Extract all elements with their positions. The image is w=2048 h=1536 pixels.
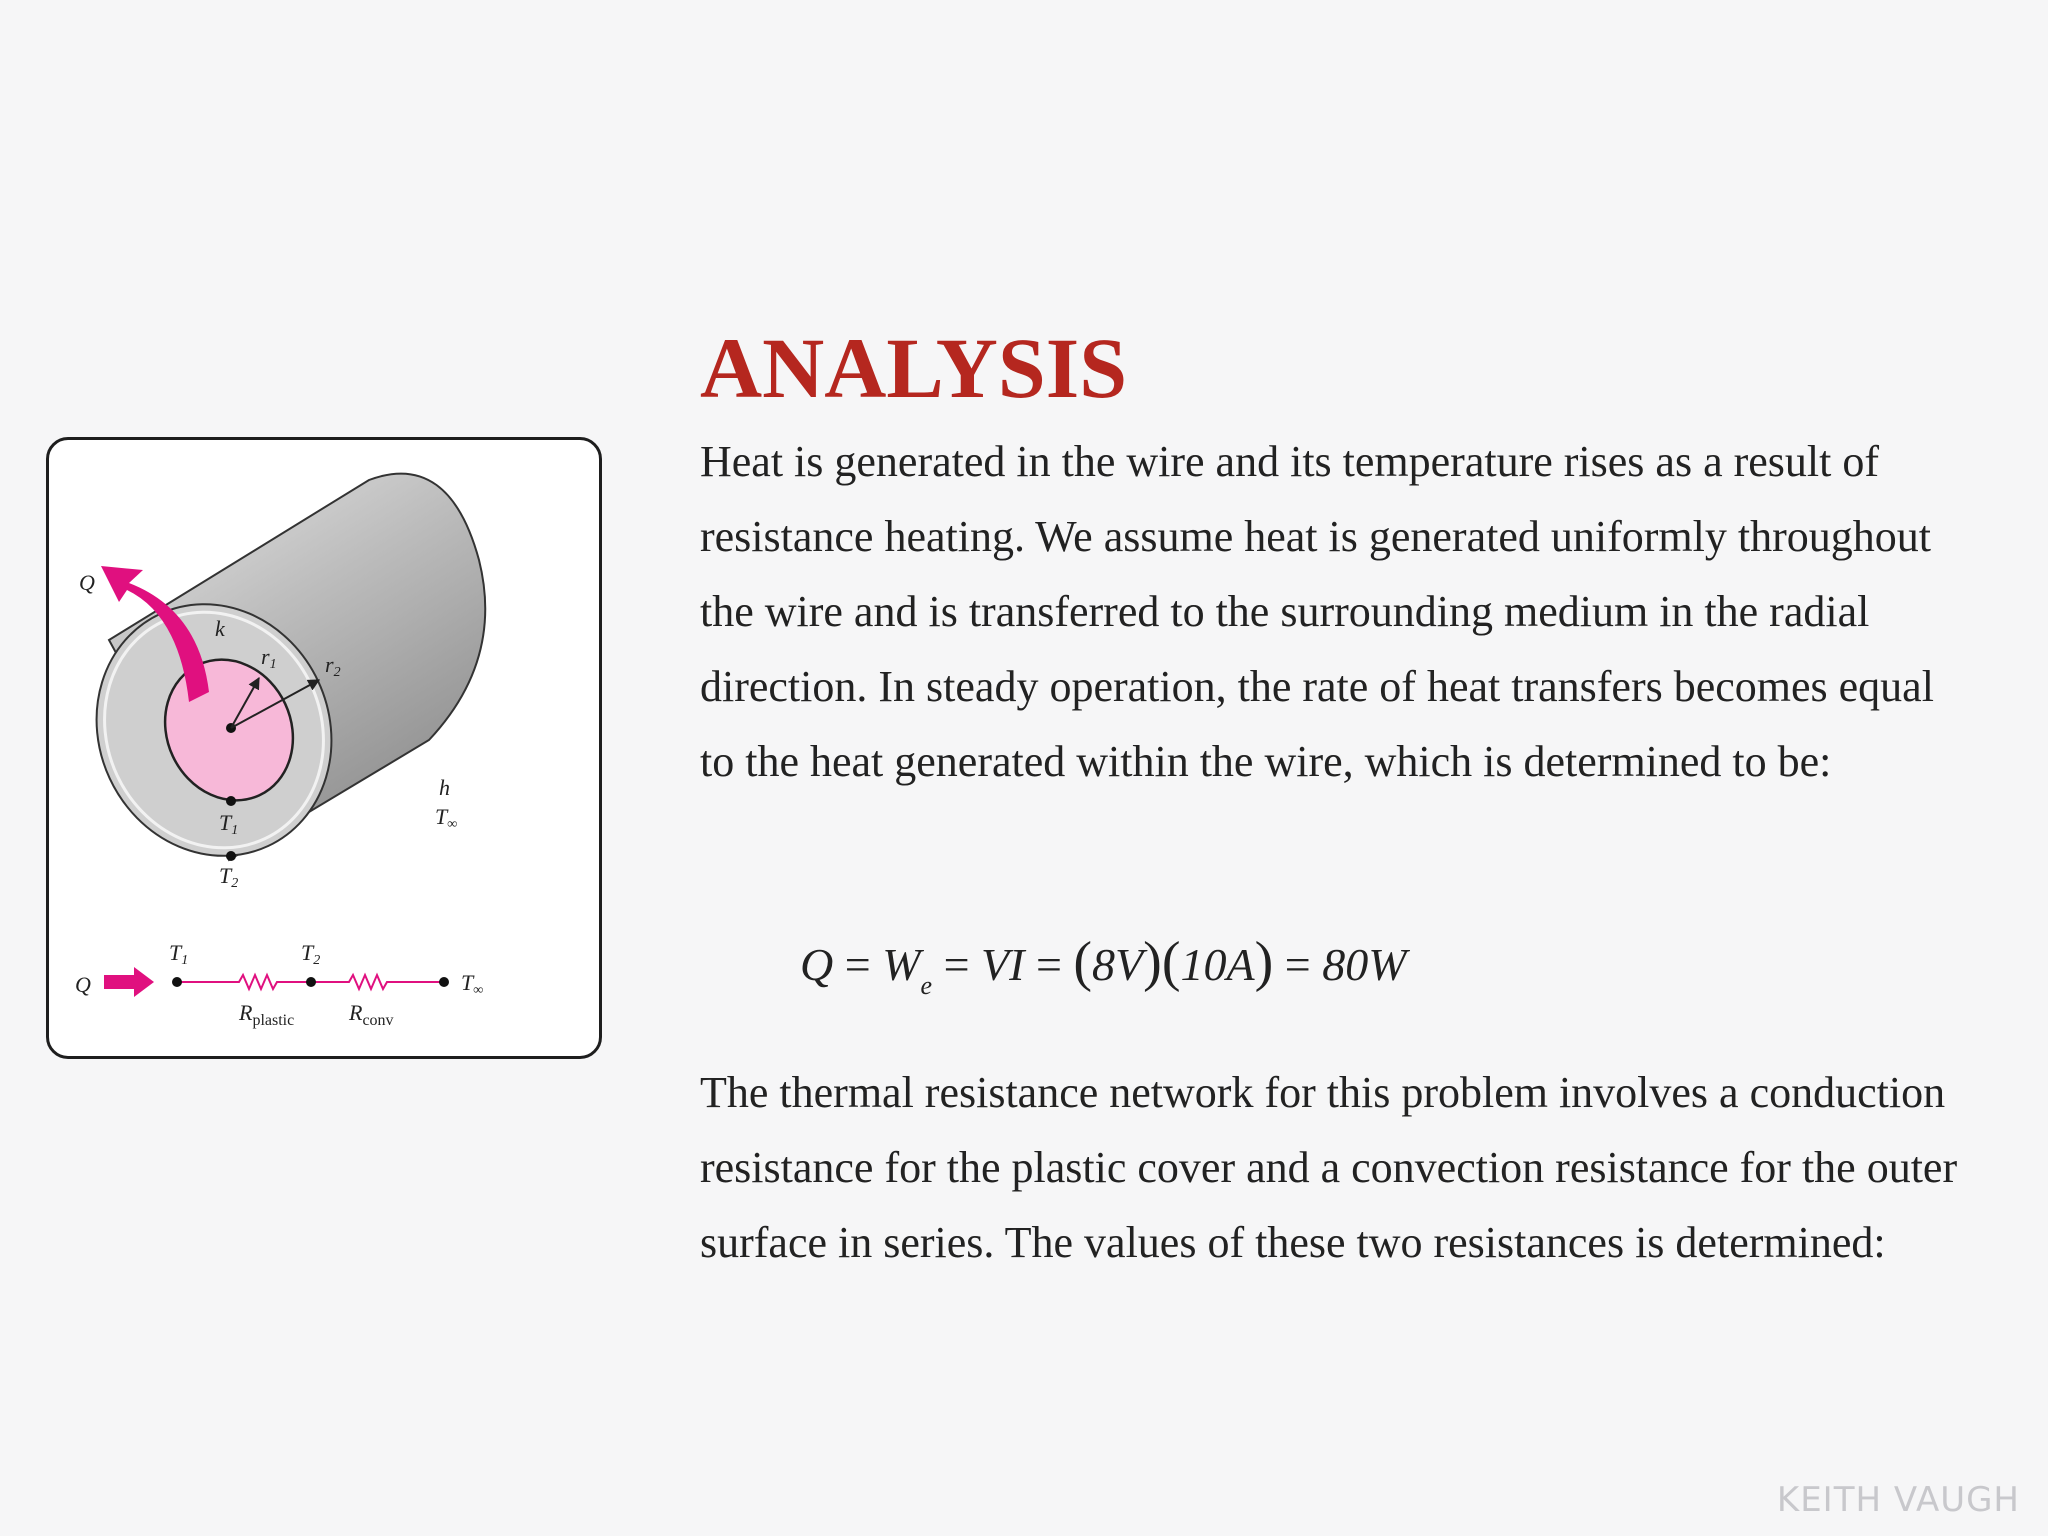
k-label: k — [215, 616, 225, 641]
tinf-label: T∞ — [435, 804, 458, 832]
wire-diagram — [49, 440, 599, 1056]
current-value: 10A — [1180, 939, 1255, 990]
q-dot-symbol: Q — [800, 939, 834, 990]
r-conv-label: $R_{conv}$ — [349, 1000, 394, 1029]
r1-label: r1 — [261, 644, 277, 672]
analysis-paragraph: Heat is generated in the wire and its temperature rises as a result of resistance heating. We assume heat is generated uniformly throughout the wire and is transferred to the surrounding medium in the radial direction. In steady operation, the rate of heat transfers becomes equal to the heat generated within the wire, which is determined to be: — [700, 437, 1934, 786]
t1-label: T1 — [219, 810, 239, 838]
resistance-network-paragraph: The thermal resistance network for this problem involves a conduction resistance for the plastic cover and a convection resistance for the outer surface in series. The values of these two resistances is determined: — [700, 1068, 1958, 1267]
watermark: KEITH VAUGH — [1776, 1480, 2020, 1520]
equals-sign: = — [932, 939, 982, 990]
equals-sign: = — [1024, 939, 1074, 990]
w-dot-symbol: W — [882, 939, 921, 990]
power-result: 80W — [1322, 939, 1407, 990]
equals-sign: = — [1273, 939, 1323, 990]
equals-sign: = — [833, 939, 883, 990]
q-label: Q — [79, 570, 95, 595]
network-t1-label: T1 — [169, 940, 189, 968]
network-heat-arrow — [104, 967, 154, 997]
vi-term: VI — [981, 939, 1025, 990]
h-label: h — [439, 775, 450, 800]
network-t2-label: T2 — [301, 940, 321, 968]
heat-generation-equation: $Q = W_e$ = VI = (8V)(10A) = 80W — [800, 931, 1407, 1000]
resistance-network — [75, 940, 483, 1029]
r-plastic-label: $R_{plastic}$ — [239, 1000, 295, 1029]
slide-heading: ANALYSIS — [700, 320, 1128, 416]
w-subscript: e — [920, 971, 933, 1000]
wire-cross-section-figure — [46, 437, 602, 1059]
voltage-value: 8V — [1092, 939, 1144, 990]
network-tinf-label: T∞ — [461, 970, 484, 998]
r2-label: r2 — [325, 652, 341, 680]
network-q-label: Q — [75, 972, 91, 997]
t2-label: T2 — [219, 863, 239, 891]
